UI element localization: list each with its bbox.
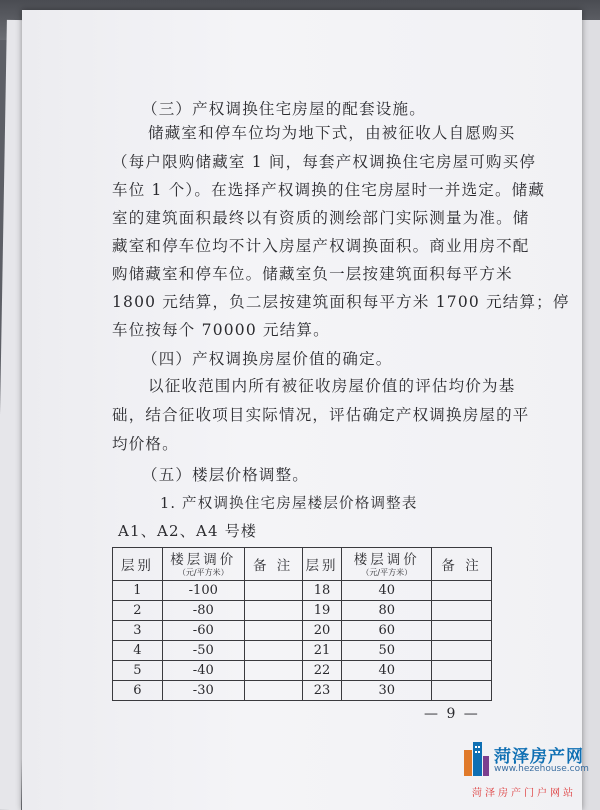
note-cell xyxy=(432,681,492,701)
price-cell: -80 xyxy=(162,601,244,621)
note-cell xyxy=(432,601,492,621)
note-cell xyxy=(244,601,302,621)
table-title: 1. 产权调换住宅房屋楼层价格调整表 xyxy=(160,496,418,512)
paragraph-line: 室的建筑面积最终以有资质的测绘部门实际测量为准。储 xyxy=(112,209,530,227)
table-row xyxy=(113,641,492,661)
watermark-url: www.hezehouse.com xyxy=(494,764,589,774)
paragraph-line: 1800 元结算，负二层按建筑面积每平方米 1700 元结算；停 xyxy=(112,293,570,311)
floor-cell: 18 xyxy=(302,581,342,601)
floor-cell: 4 xyxy=(113,641,163,661)
paragraph-line: （每户限购储藏室 1 间，每套产权调换住宅房屋可购买停 xyxy=(112,153,537,171)
floor-cell: 21 xyxy=(302,641,342,661)
paragraph-line: 购储藏室和停车位。储藏室负一层按建筑面积每平方米 xyxy=(112,265,513,283)
paragraph-line: 础，结合征收项目实际情况，评估确定产权调换房屋的平 xyxy=(112,406,530,424)
note-cell xyxy=(244,621,302,641)
price-cell: -40 xyxy=(162,661,244,681)
building-label: A1、A2、A4 号楼 xyxy=(118,522,258,540)
price-cell: -50 xyxy=(162,641,244,661)
price-cell: 40 xyxy=(342,581,432,601)
header-adjust-label: 楼层调价 xyxy=(170,551,237,568)
table-header-row xyxy=(113,548,492,581)
table-row xyxy=(113,601,492,621)
note-cell xyxy=(244,581,302,601)
floor-cell: 5 xyxy=(113,661,163,681)
note-cell xyxy=(244,681,302,701)
note-cell xyxy=(432,581,492,601)
price-cell: -100 xyxy=(162,581,244,601)
paragraph-line: 以征收范围内所有被征收房屋价值的评估均价为基 xyxy=(148,377,516,395)
table-row xyxy=(113,681,492,701)
header-floor: 层别 xyxy=(113,548,163,581)
paragraph-line: 储藏室和停车位均为地下式，由被征收人自愿购买 xyxy=(148,124,516,142)
section4-heading: （四）产权调换房屋价值的确定。 xyxy=(142,350,393,368)
table-row xyxy=(113,581,492,601)
header-note-2: 备 注 xyxy=(432,548,492,581)
price-cell: 30 xyxy=(342,681,432,701)
header-unit-2: （元/平方米） xyxy=(361,567,413,577)
adjacent-page-right xyxy=(580,20,600,810)
price-cell: 80 xyxy=(342,601,432,621)
floor-cell: 6 xyxy=(113,681,163,701)
header-note: 备 注 xyxy=(244,548,302,581)
floor-cell: 2 xyxy=(113,601,163,621)
watermark-site-name: 菏泽房产网 xyxy=(494,747,584,767)
floor-cell: 23 xyxy=(302,681,342,701)
section5-heading: （五）楼层价格调整。 xyxy=(142,466,310,484)
price-cell: 40 xyxy=(342,661,432,681)
note-cell xyxy=(244,661,302,681)
note-cell xyxy=(244,641,302,661)
paragraph-line: 均价格。 xyxy=(112,435,179,453)
table-row xyxy=(113,621,492,641)
building-logo-icon xyxy=(462,740,490,780)
paragraph-line: 车位按每个 70000 元结算。 xyxy=(112,321,330,339)
price-cell: 60 xyxy=(342,621,432,641)
table-row xyxy=(113,661,492,681)
note-cell xyxy=(432,661,492,681)
header-floor-2: 层别 xyxy=(302,548,342,581)
page-number: — 9 — xyxy=(424,706,480,722)
header-adjust xyxy=(162,548,244,581)
floor-cell: 22 xyxy=(302,661,342,681)
floor-cell: 20 xyxy=(302,621,342,641)
watermark-tagline: 菏泽房产门户网站 xyxy=(472,788,576,799)
header-adjust-2 xyxy=(342,548,432,581)
price-cell: 50 xyxy=(342,641,432,661)
price-cell: -30 xyxy=(162,681,244,701)
site-watermark xyxy=(458,740,600,800)
floor-cell: 1 xyxy=(113,581,163,601)
floor-price-table xyxy=(112,547,492,701)
floor-cell: 19 xyxy=(302,601,342,621)
paragraph-line: 车位 1 个）。在选择产权调换的住宅房屋时一并选定。储藏 xyxy=(112,181,546,199)
price-cell: -60 xyxy=(162,621,244,641)
note-cell xyxy=(432,621,492,641)
section3-heading: （三）产权调换住宅房屋的配套设施。 xyxy=(142,100,426,118)
note-cell xyxy=(432,641,492,661)
paragraph-line: 藏室和停车位均不计入房屋产权调换面积。商业用房不配 xyxy=(112,237,530,255)
header-adjust-label-2: 楼层调价 xyxy=(353,551,420,568)
floor-cell: 3 xyxy=(113,621,163,641)
header-unit: （元/平方米） xyxy=(177,567,229,577)
